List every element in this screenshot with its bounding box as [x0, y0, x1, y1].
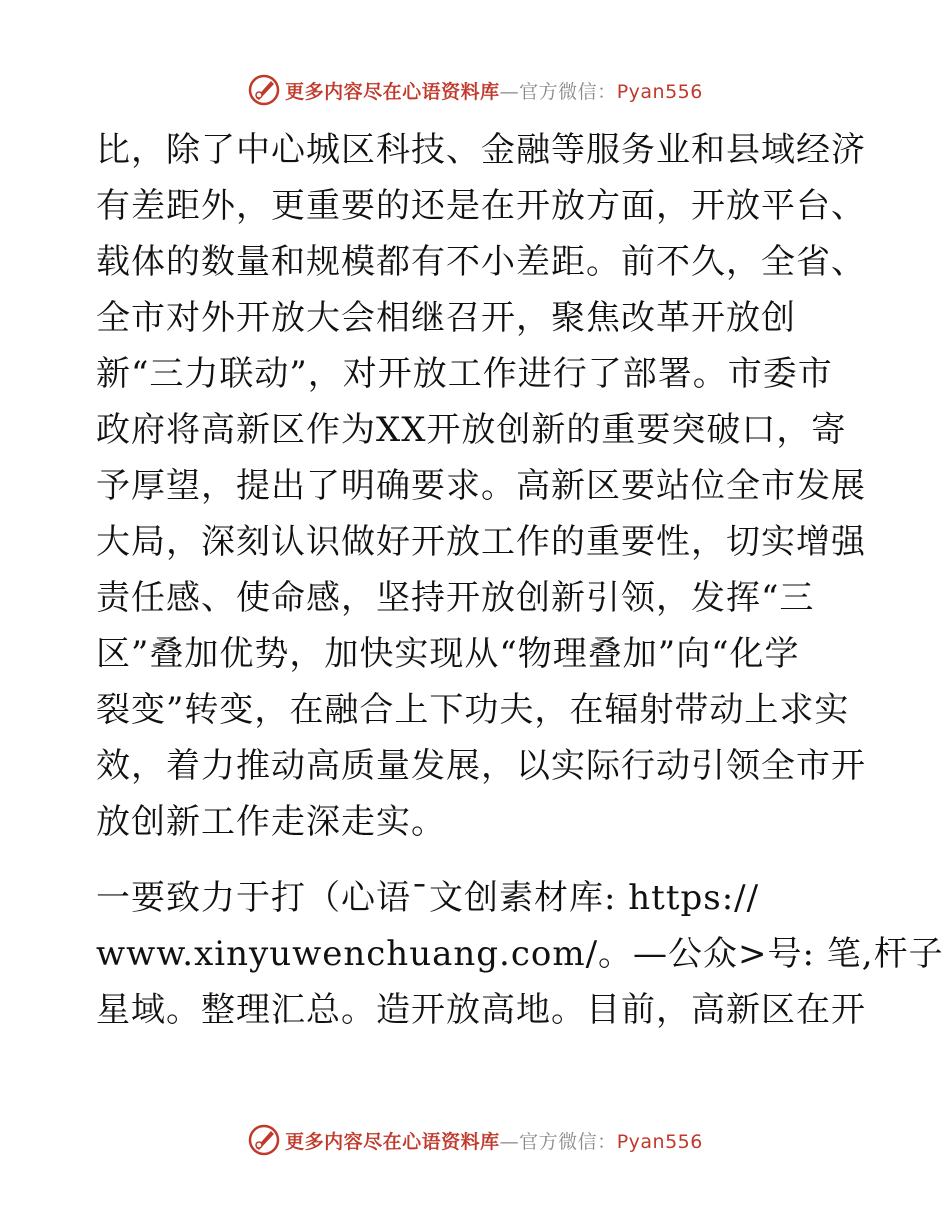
banner-brand: 更多内容尽在心语资料库 — [285, 1130, 500, 1153]
paragraph-gap — [96, 850, 856, 870]
banner-dash: — — [499, 80, 520, 103]
text-line: 政府将高新区作为XX开放创新的重要突破口，寄 — [96, 410, 847, 450]
paragraph-1 — [96, 122, 866, 850]
banner-wechat-label: 官方微信： — [519, 1130, 617, 1153]
text-line: 裂变”转变，在融合上下功夫，在辐射带动上求实 — [96, 690, 850, 730]
banner-text — [285, 1127, 703, 1154]
text-line: 有差距外，更重要的还是在开放方面，开放平台、 — [96, 186, 866, 226]
paragraph-2 — [96, 870, 944, 1038]
banner-dash: — — [499, 1130, 520, 1153]
banner-wechat-label: 官方微信： — [519, 80, 617, 103]
banner-brand: 更多内容尽在心语资料库 — [285, 80, 500, 103]
quill-logo-icon — [247, 73, 281, 107]
text-line: 新“三力联动”，对开放工作进行了部署。市委市 — [96, 354, 833, 394]
text-line: 星域。整理汇总。造开放高地。目前，高新区在开 — [96, 990, 866, 1030]
banner-wechat-id: Pyan556 — [616, 1130, 703, 1153]
quill-logo-icon — [247, 1123, 281, 1157]
text-line: 予厚望，提出了明确要求。高新区要站位全市发展 — [96, 466, 866, 506]
text-line: 载体的数量和规模都有不小差距。前不久，全省、 — [96, 242, 866, 282]
document-body — [96, 122, 944, 1038]
footer-banner — [0, 1120, 950, 1160]
text-line: 一要致力于打（心语¯文创素材库: https:// — [96, 878, 760, 918]
banner-text — [285, 77, 703, 104]
text-line: 责任感、使命感，坚持开放创新引领，发挥“三 — [96, 578, 815, 618]
text-line: 效，着力推动高质量发展，以实际行动引领全市开 — [96, 746, 866, 786]
text-line: 比，除了中心城区科技、金融等服务业和县域经济 — [96, 130, 866, 170]
text-line: 区”叠加优势，加快实现从“物理叠加”向“化学 — [96, 634, 800, 674]
header-banner — [0, 70, 950, 110]
text-line: 放创新工作走深走实。 — [96, 802, 446, 842]
text-line: 大局，深刻认识做好开放工作的重要性，切实增强 — [96, 522, 866, 562]
text-line: 全市对外开放大会相继召开，聚焦改革开放创 — [96, 298, 796, 338]
text-line: www.xinyuwenchuang.com/。—公众>号: 笔,杆子 — [96, 934, 944, 974]
banner-wechat-id: Pyan556 — [616, 80, 703, 103]
